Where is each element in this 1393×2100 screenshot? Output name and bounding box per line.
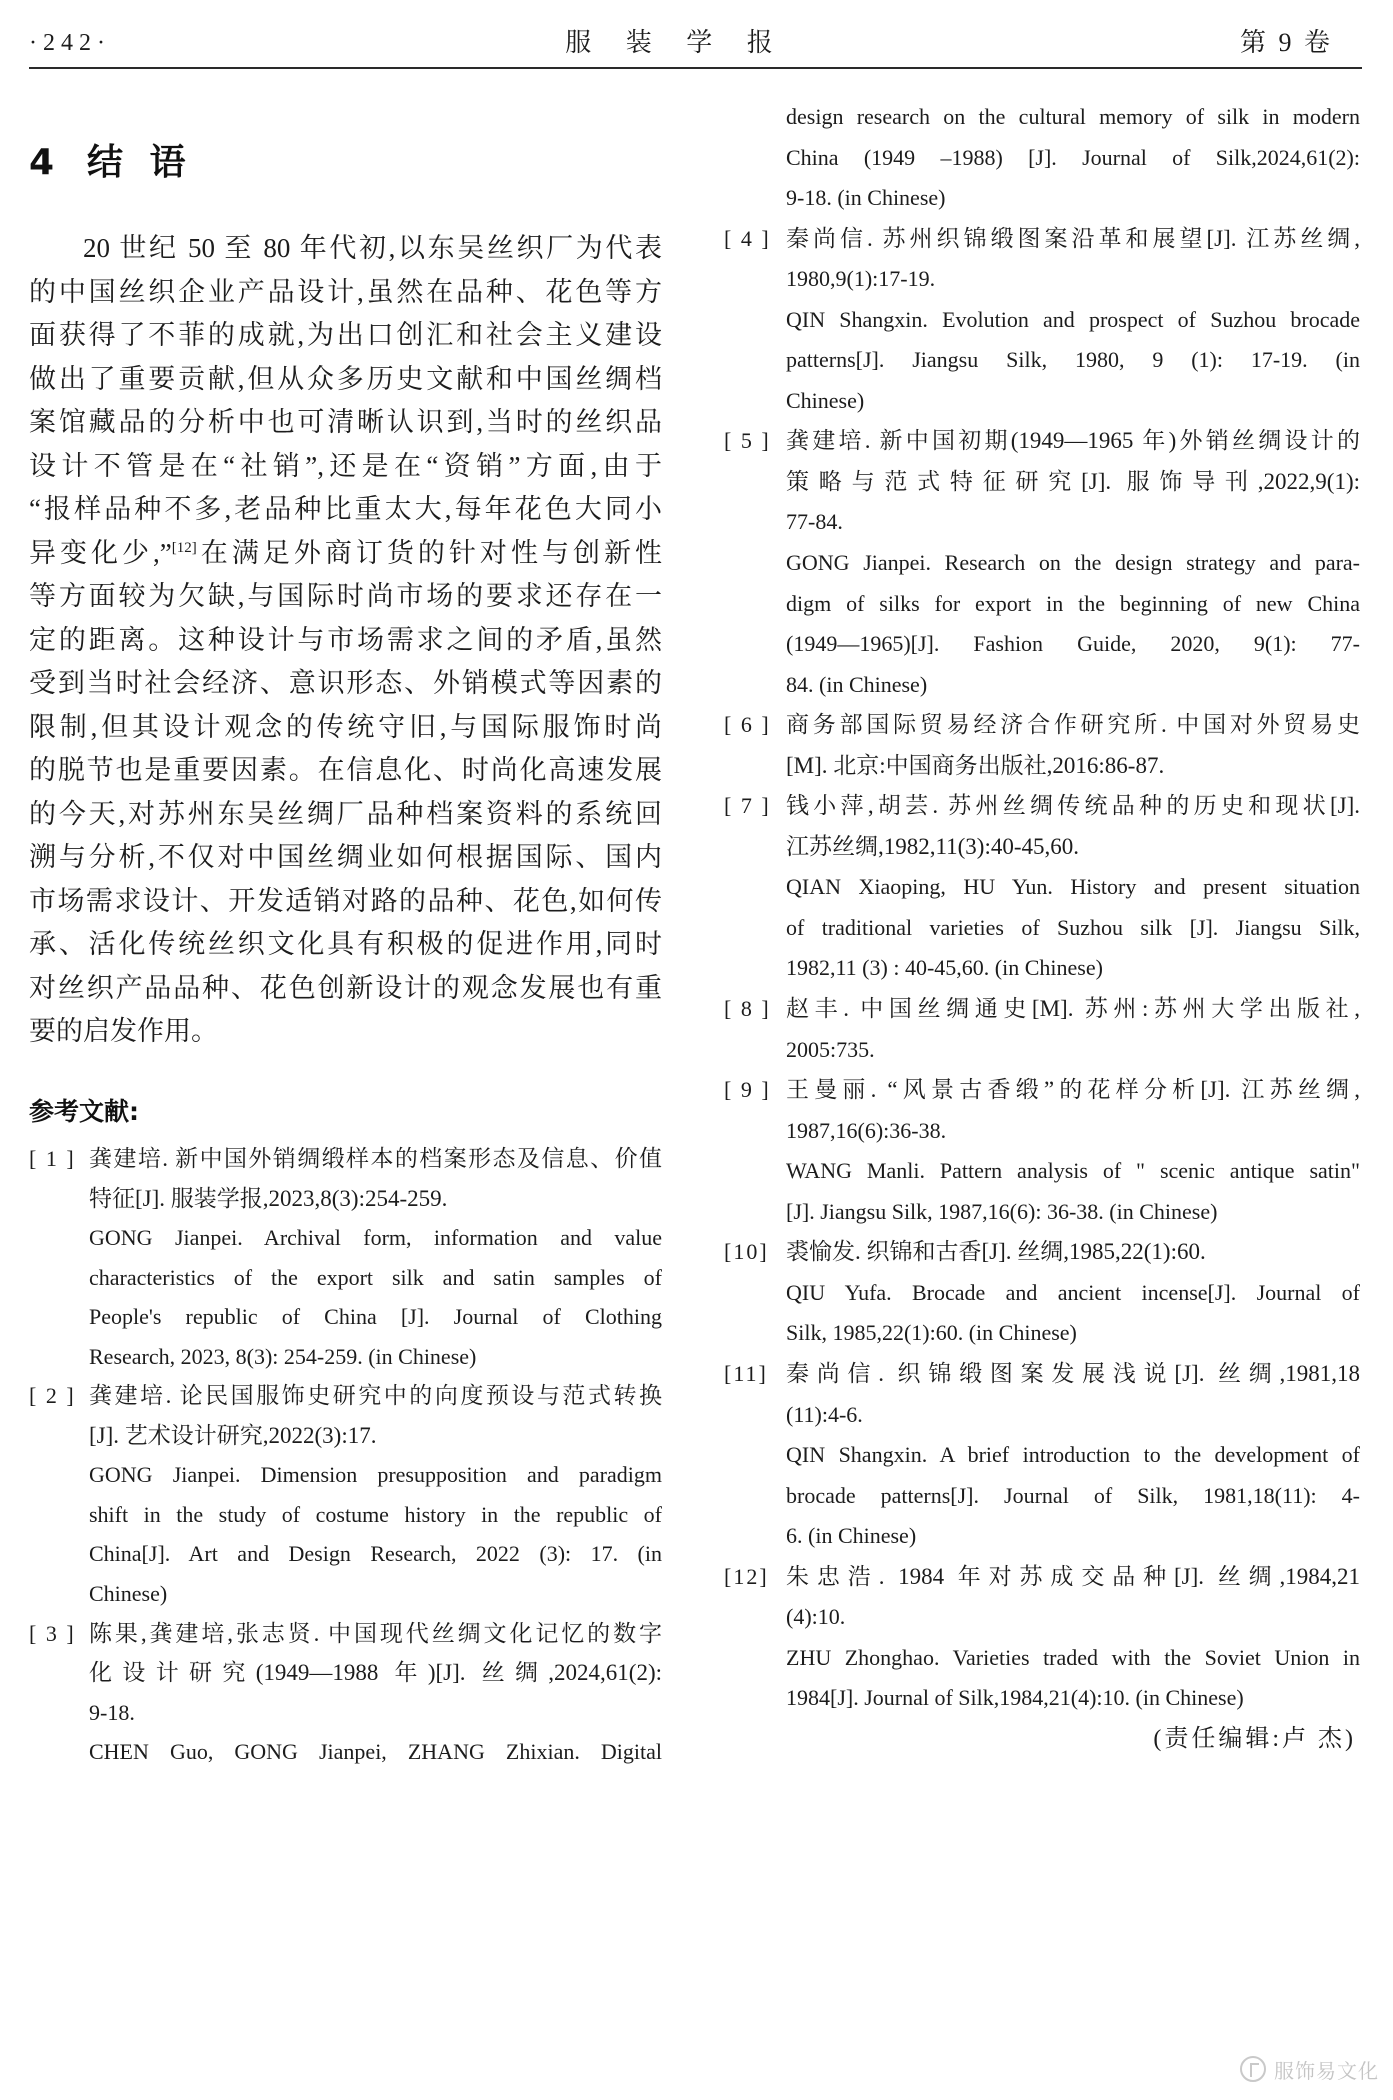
conclusion-line <box>29 532 662 576</box>
reference-line: (11):4-6. <box>786 1401 863 1427</box>
reference-label: [ 7 ] <box>724 793 771 819</box>
conclusion-line: 面获得了不菲的成就,为出口创汇和社会主义建设 <box>29 320 662 350</box>
reference-continuation <box>786 97 1360 219</box>
reference-line: People's republic of China [J]. Journal of Clothing <box>89 1304 662 1330</box>
reference-line: 商务部国际贸易经济合作研究所. 中国对外贸易史 <box>786 712 1360 738</box>
reference-line: CHEN Guo, GONG Jianpei, ZHANG Zhixian. Digital <box>89 1739 662 1765</box>
reference-line: 陈果,龚建培,张志贤. 中国现代丝绸文化记忆的数字 <box>89 1620 662 1646</box>
references-heading: 参考文献: <box>29 1097 139 1126</box>
reference-item <box>724 219 1360 422</box>
reference-line: patterns[J]. Jiangsu Silk, 1980, 9 (1): 17-19. (in <box>786 347 1360 373</box>
reference-label: [ 5 ] <box>724 428 771 454</box>
conclusion-line: 等方面较为欠缺,与国际时尚市场的要求还存在一 <box>29 581 662 611</box>
conclusion-line: 受到当时社会经济、意识形态、外销模式等因素的 <box>29 668 662 698</box>
reference-label: [ 9 ] <box>724 1077 771 1103</box>
reference-line: Chinese) <box>786 387 865 413</box>
section-heading <box>29 138 186 188</box>
reference-text <box>786 989 1360 1070</box>
reference-line: characteristics of the export silk and satin samples of <box>89 1264 662 1290</box>
reference-line: shift in the study of costume history in the republic of <box>89 1501 662 1527</box>
conclusion-line: 的今天,对苏州东吴丝绸厂品种档案资料的系统回 <box>29 798 662 829</box>
conclusion-paragraph <box>29 227 662 1054</box>
reference-line: 特征[J]. 服装学报,2023,8(3):254-259. <box>89 1185 448 1211</box>
reference-label: [ 4 ] <box>724 225 771 251</box>
reference-line: [M]. 北京:中国商务出版社,2016:86-87. <box>786 752 1165 778</box>
conclusion-line: 市场需求设计、开发适销对路的品种、花色,如何传 <box>29 885 662 916</box>
editor-note: (责任编辑:卢 杰) <box>1153 1725 1356 1752</box>
reference-item <box>724 1557 1360 1719</box>
reference-text <box>786 1232 1360 1354</box>
references-left-column <box>29 1139 662 1772</box>
reference-line: 9-18. <box>89 1699 135 1725</box>
reference-label: [11] <box>724 1360 768 1386</box>
conclusion-line: 限制,但其设计观念的传统守旧,与国际服饰时尚 <box>29 711 662 742</box>
reference-item <box>29 1139 662 1376</box>
reference-line: 84. (in Chinese) <box>786 671 928 697</box>
reference-line: brocade patterns[J]. Journal of Silk, 1981,18(11): 4- <box>786 1482 1360 1508</box>
reference-line: (1949—1965)[J]. Fashion Guide, 2020, 9(1): 77- <box>786 631 1360 657</box>
reference-line: Chinese) <box>89 1581 168 1607</box>
conclusion-line: 20 世纪 50 至 80 年代初,以东吴丝织厂为代表 <box>83 233 662 263</box>
reference-line: China[J]. Art and Design Research, 2022 (3): 17. (in <box>89 1541 662 1567</box>
reference-text <box>786 421 1360 705</box>
reference-line: 裘愉发. 织锦和古香[J]. 丝绸,1985,22(1):60. <box>786 1239 1206 1265</box>
reference-line: 1984[J]. Journal of Silk,1984,21(4):10. (in Chinese) <box>786 1685 1244 1711</box>
reference-line: design research on the cultural memory of silk in modern <box>786 104 1360 129</box>
reference-line: China (1949 –1988) [J]. Journal of Silk,2024,61(2): <box>786 144 1360 170</box>
reference-line: 龚建培. 新中国外销绸缎样本的档案形态及信息、价值 <box>89 1146 662 1171</box>
reference-line: QIAN Xiaoping, HU Yun. History and present situation <box>786 874 1360 900</box>
conclusion-line: 对丝织产品品种、花色创新设计的观念发展也有重 <box>29 972 662 1003</box>
conclusion-line: 溯与分析,不仅对中国丝绸业如何根据国际、国内 <box>29 842 662 872</box>
reference-line: ZHU Zhonghao. Varieties traded with the Soviet Union in <box>786 1644 1360 1670</box>
reference-item <box>724 1070 1360 1232</box>
reference-text <box>786 1354 1360 1557</box>
section-number: 4 <box>29 142 55 183</box>
reference-label: [ 8 ] <box>724 996 771 1022</box>
reference-item <box>724 1354 1360 1557</box>
conclusion-line: 定的距离。这种设计与市场需求之间的矛盾,虽然 <box>29 624 662 655</box>
reference-item <box>724 421 1360 705</box>
reference-label: [ 2 ] <box>29 1383 76 1409</box>
reference-line: 策略与范式特征研究[J]. 服饰导刊,2022,9(1): <box>786 468 1360 494</box>
reference-line: QIU Yufa. Brocade and ancient incense[J]. Journal of <box>786 1279 1360 1305</box>
reference-line: 9-18. (in Chinese) <box>786 185 946 211</box>
reference-text <box>786 1557 1360 1719</box>
conclusion-line: 的脱节也是重要因素。在信息化、时尚化高速发展 <box>29 755 662 785</box>
reference-line: digm of silks for export in the beginning of new China <box>786 590 1360 616</box>
reference-line: Silk, 1985,22(1):60. (in Chinese) <box>786 1320 1077 1346</box>
volume-label: 第 9 卷 <box>1239 28 1333 57</box>
conclusion-line: 要的启发作用。 <box>29 1016 218 1046</box>
reference-line: 1980,9(1):17-19. <box>786 266 936 292</box>
reference-line: QIN Shangxin. A brief introduction to the development of <box>786 1442 1360 1468</box>
reference-label: [10] <box>724 1239 769 1265</box>
header-rule <box>29 67 1362 69</box>
conclusion-line: “报样品种不多,老品种比重太大,每年花色大同小 <box>29 494 662 524</box>
reference-line: WANG Manli. Pattern analysis of " scenic antique satin" <box>786 1158 1360 1184</box>
reference-item <box>724 786 1360 989</box>
reference-line: GONG Jianpei. Dimension presupposition and paradigm <box>89 1462 662 1488</box>
reference-line: 6. (in Chinese) <box>786 1523 917 1549</box>
reference-line: 2005:735. <box>786 1036 875 1062</box>
reference-line: Research, 2023, 8(3): 254-259. (in Chinese) <box>89 1343 477 1369</box>
reference-line: 1982,11 (3) : 40-45,60. (in Chinese) <box>786 955 1103 981</box>
reference-line: (4):10. <box>786 1604 846 1630</box>
reference-line: 赵丰. 中国丝绸通史[M]. 苏州:苏州大学出版社, <box>786 996 1360 1022</box>
reference-line: 秦尚信. 织锦缎图案发展浅说[J]. 丝绸,1981,18 <box>786 1360 1360 1386</box>
reference-text <box>89 1376 662 1613</box>
reference-line: 王曼丽. “风景古香缎”的花样分析[J]. 江苏丝绸, <box>786 1077 1360 1103</box>
page-number: ·242· <box>29 30 111 56</box>
reference-text <box>786 705 1360 786</box>
reference-line: QIN Shangxin. Evolution and prospect of Suzhou brocade <box>786 306 1360 332</box>
reference-line: [J]. 艺术设计研究,2022(3):17. <box>89 1422 377 1448</box>
reference-label: [ 3 ] <box>29 1620 76 1646</box>
section-title: 结 语 <box>87 142 186 183</box>
watermark-logo-icon <box>1240 2056 1266 2082</box>
reference-label: [ 6 ] <box>724 712 771 738</box>
reference-line: 龚建培. 新中国初期(1949—1965 年)外销丝绸设计的 <box>786 428 1360 454</box>
reference-line: 龚建培. 论民国服饰史研究中的向度预设与范式转换 <box>89 1383 662 1409</box>
reference-text <box>89 1139 662 1376</box>
reference-item <box>29 1614 662 1772</box>
watermark <box>1240 2052 1379 2086</box>
reference-label: [12] <box>724 1563 769 1589</box>
conclusion-line: 的中国丝织企业产品设计,虽然在品种、花色等方 <box>29 276 662 307</box>
reference-line: 77-84. <box>786 509 843 535</box>
reference-text <box>786 219 1360 422</box>
reference-line: of traditional varieties of Suzhou silk [J]. Jiangsu Silk, <box>786 914 1360 940</box>
reference-item <box>724 705 1360 786</box>
conclusion-line-text: 异变化少,” <box>29 537 172 568</box>
reference-text <box>89 1614 662 1772</box>
conclusion-line: 案馆藏品的分析中也可清晰认识到,当时的丝织品 <box>29 407 662 437</box>
reference-item <box>29 1376 662 1613</box>
reference-label: [ 1 ] <box>29 1146 76 1171</box>
reference-text <box>786 1070 1360 1232</box>
reference-text <box>786 786 1360 989</box>
reference-line: GONG Jianpei. Archival form, information and value <box>89 1225 662 1251</box>
reference-line: GONG Jianpei. Research on the design strategy and para- <box>786 550 1360 576</box>
references-right-column <box>724 97 1360 1759</box>
journal-title: 服 装 学 报 <box>565 28 787 57</box>
reference-line: 1987,16(6):36-38. <box>786 1117 947 1143</box>
conclusion-line: 做出了重要贡献,但从众多历史文献和中国丝绸档 <box>29 363 662 394</box>
reference-line: 朱忠浩. 1984 年对苏成交品种[J]. 丝绸,1984,21 <box>786 1563 1360 1589</box>
watermark-text: 服饰易文化 <box>1274 2060 1379 2083</box>
conclusion-line: 承、活化传统丝织文化具有积极的促进作用,同时 <box>29 929 662 959</box>
conclusion-line-text: 在满足外商订货的针对性与创新性 <box>196 537 662 568</box>
citation-superscript: [12] <box>171 539 197 556</box>
reference-line: 江苏丝绸,1982,11(3):40-45,60. <box>786 833 1080 859</box>
conclusion-line: 设计不管是在“社销”,还是在“资销”方面,由于 <box>29 450 662 481</box>
reference-item <box>724 989 1360 1070</box>
reference-line: [J]. Jiangsu Silk, 1987,16(6): 36-38. (in Chinese) <box>786 1198 1218 1224</box>
reference-item <box>724 1232 1360 1354</box>
reference-line: 秦尚信. 苏州织锦缎图案沿革和展望[J]. 江苏丝绸, <box>786 225 1360 251</box>
reference-line: 钱小萍,胡芸. 苏州丝绸传统品种的历史和现状[J]. <box>786 793 1360 819</box>
reference-line: 化设计研究(1949—1988 年)[J]. 丝绸,2024,61(2): <box>89 1660 662 1686</box>
